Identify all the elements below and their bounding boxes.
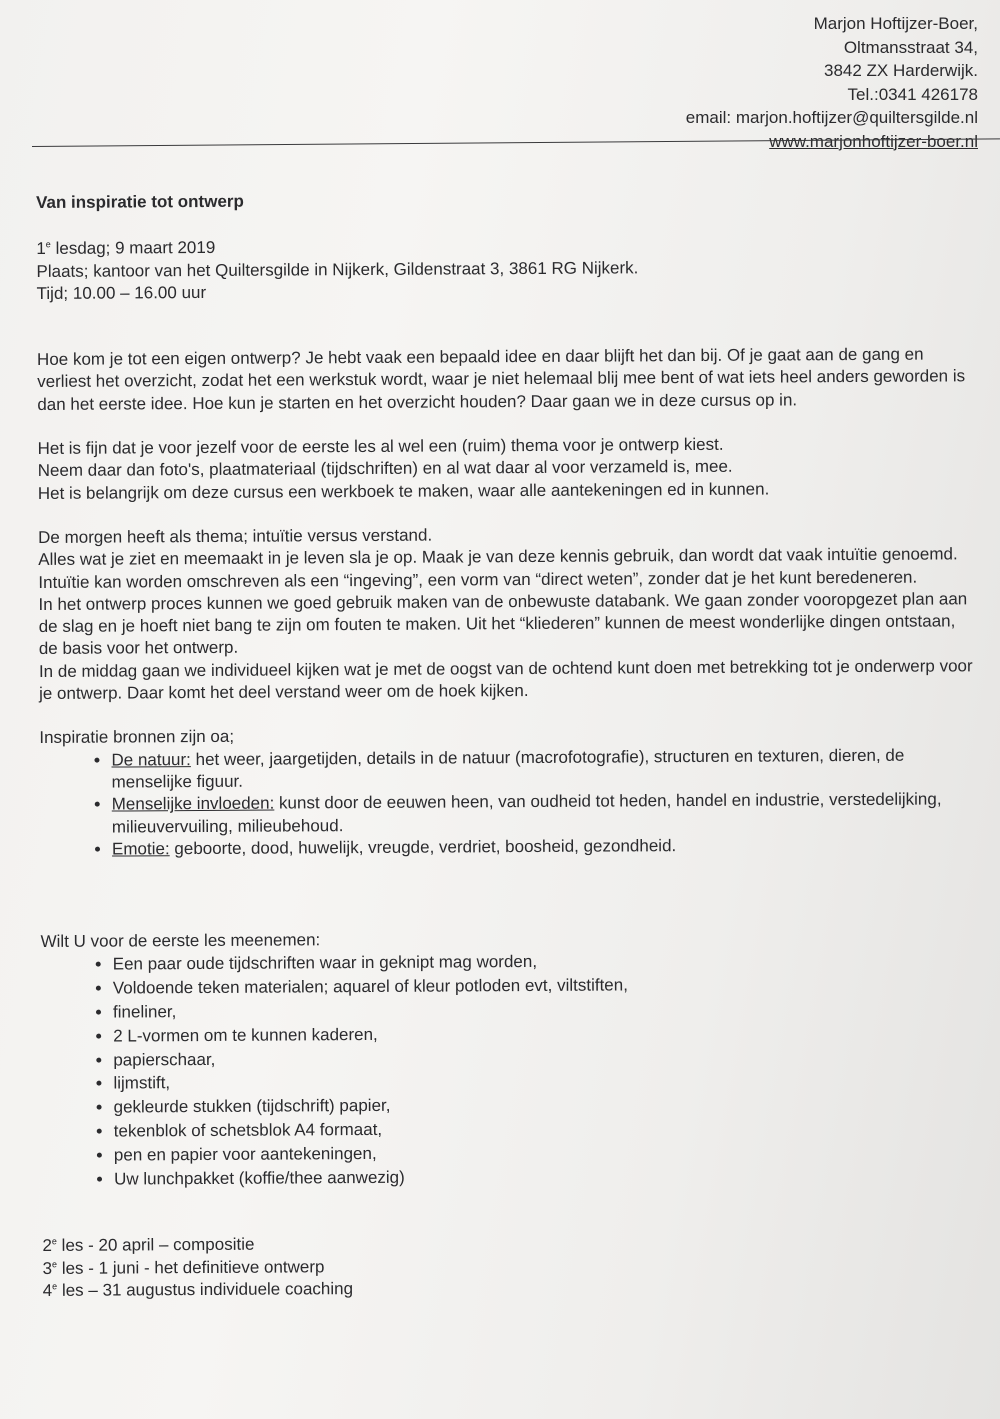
- materials-section: [41, 925, 983, 1191]
- materials-list: [41, 948, 982, 1192]
- schedule-list: [42, 1230, 982, 1303]
- source-label: Menselijke invloeden:: [111, 793, 275, 814]
- lesson-number: 2: [42, 1236, 52, 1256]
- list-item: • 2 L-vormen om te kunnen kaderen,: [113, 1019, 981, 1048]
- letter-body: [36, 186, 983, 1302]
- lesson1-info: [36, 233, 976, 306]
- morning-section: [38, 521, 979, 705]
- list-item: • papierschaar,: [113, 1043, 981, 1072]
- list-item: • gekleurde stukken (tijdschrift) papier,: [114, 1090, 982, 1119]
- morning-paragraph-3: In de middag gaan we individueel kijken wat je met de oogst van de ochtend kunt doen met betrekking tot je onderwerp voor je ontwerp. Daar komt het deel verstand weer om de hoek kijken.: [38, 656, 973, 704]
- list-item: • Uw lunchpakket (koffie/thee aanwezig): [114, 1162, 982, 1191]
- list-item: • Een paar oude tijdschriften waar in geknipt mag worden,: [113, 948, 981, 977]
- materials-heading: Wilt U voor de eerste les meenemen:: [40, 930, 321, 952]
- list-item: [112, 788, 980, 838]
- lesson-ordinal: e: [52, 1281, 58, 1292]
- sender-website: www.marjonhoftijzer-boer.nl: [769, 131, 978, 151]
- preparation-paragraph: [38, 432, 978, 505]
- list-item: • Voldoende teken materialen; aquarel of kleur potloden evt, viltstiften,: [113, 971, 981, 1000]
- lesson-text: les – 31 augustus individuele coaching: [57, 1279, 354, 1300]
- list-item: • tekenblok of schetsblok A4 formaat,: [114, 1114, 982, 1143]
- source-text: geboorte, dood, huwelijk, vreugde, verdriet, boosheid, gezondheid.: [169, 835, 677, 859]
- morning-paragraph-1: Alles wat je ziet en meemaakt in je leven sla je op. Maak je van deze kennis gebruik, dan wordt dat vaak intuïtie genoemd. Intuïtie kan worden omschreven als een “ingeving”, een vorm van “direct weten”, zonder dat je het kunt beredeneren.: [38, 544, 958, 592]
- list-item: • fineliner,: [113, 995, 981, 1024]
- sender-phone: Tel.:0341 426178: [847, 84, 978, 104]
- sender-address-block: [686, 12, 978, 153]
- list-item: [111, 744, 979, 794]
- source-text: kunst door de eeuwen heen, van oudheid tot heden, handel en industrie, verstedelijking, milieuvervuiling, milieubehoud.: [111, 789, 942, 837]
- lesson-text: les - 1 juni - het definitieve ontwerp: [57, 1256, 325, 1278]
- list-item: • lijmstift,: [113, 1067, 981, 1096]
- lesson-ordinal: e: [51, 1236, 57, 1247]
- source-label: Emotie:: [111, 839, 170, 859]
- lesson1-date-text: lesdag; 9 maart 2019: [50, 238, 216, 259]
- lesson-text: les - 20 april – compositie: [56, 1235, 255, 1256]
- inspiration-sources: [39, 722, 980, 862]
- list-item: • pen en papier voor aantekeningen,: [114, 1138, 982, 1167]
- lesson-ordinal: e: [51, 1258, 58, 1269]
- lesson1-ordinal: e: [45, 239, 51, 250]
- prep-line: Het is fijn dat je voor jezelf voor de eerste les al wel een (ruim) thema voor je ontwerp kiest.: [37, 434, 724, 459]
- source-label: De natuur:: [111, 749, 191, 770]
- source-text: het weer, jaargetijden, details in de natuur (macrofotografie), structuren en texturen, dieren, de menselijke figuur.: [111, 745, 905, 792]
- sources-heading: Inspiratie bronnen zijn oa;: [39, 727, 235, 748]
- sender-street: Oltmansstraat 34,: [843, 37, 978, 57]
- sender-email: email: marjon.hoftijzer@quiltersgilde.nl: [685, 108, 978, 127]
- sender-name: Marjon Hoftijzer-Boer,: [813, 14, 978, 33]
- prep-line: Het is belangrijk om deze cursus een werkboek te maken, waar alle aantekeningen ed in kunnen.: [37, 479, 770, 503]
- intro-paragraph: Hoe kom je tot een eigen ontwerp? Je hebt vaak een bepaald idee en daar blijft het dan bij. Of je gaat aan de gang en verliest het overzicht, zodat het een werkstuk wordt, waar je niet helemaal blij mee bent of wat iets heel anders geworden is dan het eerste idee. Hoe kun je starten en het overzicht houden? Daar gaan we in deze cursus op in.: [36, 344, 966, 414]
- lesson-number: 4: [42, 1280, 53, 1300]
- prep-line: Neem daar dan foto's, plaatmateriaal (tijdschriften) en al wat daar al voor verzameld is, mee.: [37, 457, 733, 481]
- document-title: Van inspiratie tot ontwerp: [36, 191, 244, 212]
- lesson1-number: 1: [36, 239, 46, 259]
- sender-city: 3842 ZX Harderwijk.: [823, 61, 978, 80]
- sources-list: [39, 744, 980, 861]
- morning-theme: De morgen heeft als thema; intuïtie versus verstand.: [38, 525, 433, 547]
- schedule-item: [43, 1274, 983, 1302]
- lesson-number: 3: [42, 1258, 53, 1278]
- lesson1-place: Plaats; kantoor van het Quiltersgilde in Nijkerk, Gildenstraat 3, 3861 RG Nijkerk.: [36, 257, 639, 281]
- lesson1-time: Tijd; 10.00 – 16.00 uur: [36, 282, 207, 303]
- morning-paragraph-2: In het ontwerp proces kunnen we goed gebruik maken van de onbewuste databank. We gaan zonder vooropgezet plan aan de slag en je hoeft niet bang te zijn om fouten te maken. Uit het “kliederen” kunnen de meest wonderlijke dingen ontstaan, de basis voor het ontwerp.: [38, 589, 968, 659]
